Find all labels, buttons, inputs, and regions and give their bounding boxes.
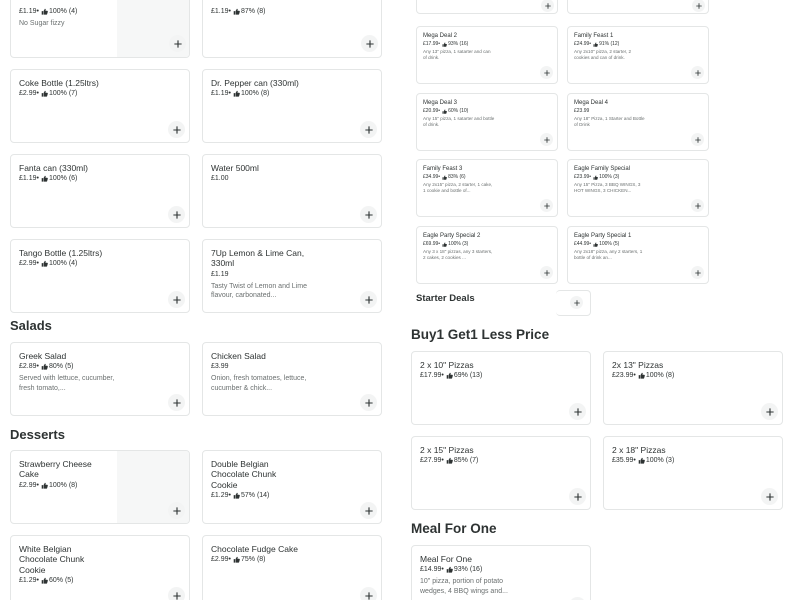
item-price: £69.99 — [423, 241, 439, 248]
item-price: £17.99 — [423, 41, 439, 48]
item-description: Any 15" Pizza, 3 BBQ WINGS, 3 HOT WINGS, 3 CHICKEN... — [574, 182, 641, 194]
deal-card[interactable] — [416, 0, 558, 14]
plus-icon — [173, 507, 181, 515]
thumb-up-icon — [638, 457, 645, 464]
plus-icon — [574, 493, 582, 501]
add-item-button[interactable] — [360, 206, 377, 223]
thumb-up-icon — [442, 42, 447, 47]
add-item-button[interactable] — [692, 0, 705, 12]
item-price: £2.99 — [211, 556, 229, 564]
item-name: 2 x 15" Pizzas — [420, 445, 474, 455]
item-rating: 85% (7) — [453, 457, 479, 465]
section-heading-salads: Salads — [10, 318, 52, 333]
thumb-up-icon — [446, 372, 453, 379]
item-name: Dr. Pepper can (330ml) — [211, 78, 299, 88]
menu-item-card[interactable]: 2 x 10" Pizzas £17.99 • 69% (13) — [411, 351, 591, 425]
item-name: Chicken Salad — [211, 351, 266, 361]
thumb-up-icon — [446, 457, 453, 464]
item-description: Any 2x18" pizza, any 2 starters, 1 bottle of drink an... — [574, 249, 643, 261]
item-rating: 100% (5) — [599, 241, 620, 248]
menu-item-card[interactable] — [202, 154, 382, 228]
plus-icon — [173, 126, 181, 134]
item-name: Eagle Family Special — [574, 166, 631, 172]
thumb-up-icon — [233, 492, 240, 499]
section-heading-meal-for-one: Meal For One — [411, 521, 497, 536]
plus-icon — [173, 399, 181, 407]
plus-icon — [174, 40, 182, 48]
add-item-button[interactable] — [761, 488, 778, 505]
item-name: Tango Bottle (1.25ltrs) — [19, 248, 103, 258]
item-price: £1.19 — [19, 8, 37, 15]
add-item-button[interactable] — [569, 403, 586, 420]
item-price: £44.99 — [574, 241, 590, 248]
menu-item-card[interactable]: Double Belgian Chocolate Chunk Cookie £1.29 • 57% (14) — [202, 450, 382, 524]
deal-card[interactable] — [567, 0, 709, 14]
deal-card[interactable]: Eagle Party Special 1 £44.99 • 100% (5) Any 2x18" pizza, any 2 starters, 1 bottle of drink an... — [567, 226, 709, 284]
menu-item-card[interactable]: 2 x 15" Pizzas £27.99 • 85% (7) — [411, 436, 591, 510]
add-item-button[interactable] — [168, 502, 185, 519]
section-heading-buy1get1: Buy1 Get1 Less Price — [411, 327, 550, 342]
add-item-button[interactable] — [168, 121, 185, 138]
item-rating: 69% (13) — [453, 372, 483, 380]
deal-card[interactable]: Family Feast 1 £24.99 • 91% (12) Any 2x10" pizza, 2 starter, 2 cookies and can of drink. — [567, 26, 709, 84]
menu-item-card[interactable]: Meal For One £14.99 • 93% (16) 10" pizza, portion of potato wedges, 4 BBQ wings and... — [411, 545, 591, 600]
plus-icon — [173, 592, 181, 600]
item-description: Any 2x15" pizza, 2 starter, 1 cake, 1 cookie and bottle of... — [423, 182, 493, 194]
section-heading-desserts: Desserts — [10, 427, 65, 442]
plus-icon — [766, 408, 774, 416]
plus-icon — [365, 296, 373, 304]
item-rating: 100% (3) — [448, 241, 469, 248]
item-price: £2.99 — [19, 90, 37, 98]
item-name: 2 x 10" Pizzas — [420, 360, 474, 370]
item-name: 7Up Lemon & Lime Can, 330ml — [211, 248, 305, 269]
add-item-button[interactable] — [360, 502, 377, 519]
add-item-button[interactable] — [570, 296, 583, 309]
item-description: Any 18" Pizza, 1 Starter and Bottle of Drink — [574, 116, 645, 128]
menu-item-card[interactable]: £1.19 • 100% (4) No Sugar fizzy — [10, 0, 190, 58]
thumb-up-icon — [442, 175, 447, 180]
add-item-button[interactable] — [360, 121, 377, 138]
thumb-up-icon — [41, 363, 48, 370]
plus-icon — [545, 3, 551, 9]
menu-item-card[interactable]: Tango Bottle (1.25ltrs) £2.99 • 100% (4) — [10, 239, 190, 313]
item-price: £2.89 — [19, 363, 37, 371]
plus-icon — [574, 408, 582, 416]
add-item-button[interactable] — [691, 266, 704, 279]
thumb-up-icon — [233, 90, 240, 97]
plus-icon — [696, 3, 702, 9]
item-rating: 60% (10) — [448, 108, 469, 115]
item-price: £23.99 — [612, 372, 634, 380]
deal-card[interactable]: Mega Deal 2 £17.99 • 93% (16) Any 13" pizza, 1 satarter and can of drink. — [416, 26, 558, 84]
plus-icon — [544, 70, 550, 76]
deal-card[interactable]: Family Feast 3 £34.99 • 83% (6) Any 2x15" pizza, 2 starter, 1 cake, 1 cookie and bottle of... — [416, 159, 558, 217]
thumb-up-icon — [233, 556, 240, 563]
item-rating: 57% (14) — [240, 492, 270, 500]
thumb-up-icon — [638, 372, 645, 379]
add-item-button[interactable] — [168, 394, 185, 411]
deal-card[interactable] — [567, 93, 709, 151]
plus-icon — [695, 203, 701, 209]
menu-item-card[interactable]: Dr. Pepper can (330ml) £1.19 • 100% (8) — [202, 69, 382, 143]
add-item-button[interactable] — [168, 206, 185, 223]
item-price: £35.99 — [612, 457, 634, 465]
item-price: £2.99 — [19, 481, 37, 489]
item-rating: 83% (6) — [448, 174, 466, 181]
item-rating: 91% (12) — [599, 41, 620, 48]
item-price: £1.29 — [211, 492, 229, 500]
item-description: No Sugar fizzy — [19, 20, 65, 27]
item-description: 10" pizza, portion of potato wedges, 4 BBQ wings and... — [420, 578, 508, 595]
item-name: White Belgian Chocolate Chunk Cookie — [19, 544, 85, 575]
thumb-up-icon — [446, 566, 453, 573]
item-price: £20.99 — [423, 108, 439, 115]
item-price: £23.99 — [574, 108, 590, 115]
plus-icon — [365, 592, 373, 600]
add-item-button[interactable] — [360, 587, 377, 600]
item-name: Double Belgian Chocolate Chunk Cookie — [211, 459, 277, 490]
add-item-button[interactable] — [761, 403, 778, 420]
thumb-up-icon — [593, 242, 598, 247]
section-heading-starter-deals: Starter Deals — [416, 293, 475, 304]
item-rating: 93% (16) — [453, 566, 483, 574]
plus-icon — [366, 40, 374, 48]
thumb-up-icon — [442, 242, 447, 247]
add-item-button[interactable] — [691, 66, 704, 79]
item-description: Served with lettuce, cucumber, fresh tomato,... — [19, 375, 115, 392]
item-description: Any 15" pizza, 1 satarter and bottle of drink. — [423, 116, 495, 128]
item-name: Mega Deal 2 — [423, 33, 458, 39]
item-name: Strawberry Cheese Cake — [19, 459, 92, 480]
item-description: Any 13" pizza, 1 satarter and can of drink. — [423, 49, 491, 61]
plus-icon — [695, 137, 701, 143]
menu-item-card[interactable]: 2 x 18" Pizzas £35.99 • 100% (3) — [603, 436, 783, 510]
item-rating: 100% (8) — [48, 481, 78, 489]
item-name: Meal For One — [420, 554, 472, 564]
add-item-button[interactable] — [168, 291, 185, 308]
add-item-button[interactable] — [168, 587, 185, 600]
item-price: £1.19 — [211, 270, 229, 278]
deal-card[interactable] — [556, 290, 591, 316]
item-price: £1.19 — [19, 175, 37, 183]
item-rating: 75% (8) — [240, 556, 266, 564]
thumb-up-icon — [41, 260, 48, 267]
plus-icon — [695, 70, 701, 76]
item-description: Any 2x10" pizza, 2 starter, 2 cookies and can of drink. — [574, 49, 632, 61]
thumb-up-icon — [593, 42, 598, 47]
item-price: £14.99 — [420, 566, 442, 574]
item-name: Family Feast 1 — [574, 33, 614, 39]
menu-item-card[interactable]: Fanta can (330ml) £1.19 • 100% (6) — [10, 154, 190, 228]
thumb-up-icon — [41, 175, 48, 182]
plus-icon — [173, 296, 181, 304]
item-price: £2.99 — [19, 260, 37, 268]
thumb-up-icon — [41, 8, 48, 15]
plus-icon — [365, 126, 373, 134]
item-rating: 100% (3) — [599, 174, 620, 181]
item-price: £23.99 — [574, 174, 590, 181]
menu-item-card[interactable]: Chocolate Fudge Cake £2.99 • 75% (8) — [202, 535, 382, 600]
item-rating: 100% (4) — [48, 8, 78, 15]
add-item-button[interactable] — [541, 0, 554, 12]
item-rating: 100% (4) — [48, 260, 78, 268]
item-rating: 100% (7) — [48, 90, 78, 98]
item-rating: 93% (16) — [448, 41, 469, 48]
add-item-button[interactable] — [691, 199, 704, 212]
deal-card[interactable]: Mega Deal 3 £20.99 • 60% (10) Any 15" pizza, 1 satarter and bottle of drink. — [416, 93, 558, 151]
item-rating: 100% (8) — [240, 90, 270, 98]
item-name: Eagle Party Special 2 — [423, 233, 481, 239]
thumb-up-icon — [233, 8, 240, 15]
deal-card[interactable]: Eagle Family Special £23.99 • 100% (3) Any 15" Pizza, 3 BBQ WINGS, 3 HOT WINGS, 3 CHICKEN... — [567, 159, 709, 217]
plus-icon — [173, 211, 181, 219]
item-rating: 60% (5) — [48, 577, 74, 585]
item-name: Mega Deal 3 — [423, 100, 458, 106]
plus-icon — [365, 211, 373, 219]
item-name: 2 x 18" Pizzas — [612, 445, 666, 455]
item-rating: 100% (3) — [645, 457, 675, 465]
plus-icon — [695, 270, 701, 276]
item-name: Fanta can (330ml) — [19, 163, 88, 173]
item-price: £3.99 — [211, 363, 229, 371]
thumb-up-icon — [41, 482, 48, 489]
plus-icon — [365, 399, 373, 407]
deal-card[interactable]: Eagle Party Special 2 £69.99 • 100% (3) Any 3 x 18" pizzas, any 3 starters, 2 cakes, 2 cookies ... — [416, 226, 558, 284]
item-price: £1.19 — [211, 8, 229, 15]
add-item-button[interactable] — [569, 488, 586, 505]
item-price: £1.19 — [211, 90, 229, 98]
item-name: Chocolate Fudge Cake — [211, 544, 298, 554]
menu-item-card[interactable] — [202, 239, 382, 313]
menu-item-card[interactable]: Greek Salad £2.89 • 80% (5) Served with lettuce, cucumber, fresh tomato,... — [10, 342, 190, 416]
menu-item-card[interactable]: £1.19 • 87% (8) — [202, 0, 382, 58]
menu-item-card[interactable]: Coke Bottle (1.25ltrs) £2.99 • 100% (7) — [10, 69, 190, 143]
plus-icon — [544, 137, 550, 143]
add-item-button[interactable] — [540, 66, 553, 79]
item-description: Onion, fresh tomatoes, lettuce, cucumber & chick... — [211, 375, 307, 392]
add-item-button[interactable] — [540, 199, 553, 212]
plus-icon — [365, 507, 373, 515]
menu-item-card[interactable] — [202, 342, 382, 416]
item-price: £1.00 — [211, 175, 229, 183]
thumb-up-icon — [593, 175, 598, 180]
item-name: Coke Bottle (1.25ltrs) — [19, 78, 99, 88]
add-item-button[interactable] — [540, 133, 553, 146]
add-item-button[interactable] — [361, 35, 378, 52]
item-description: Any 3 x 18" pizzas, any 3 starters, 2 cakes, 2 cookies ... — [423, 249, 493, 261]
thumb-up-icon — [41, 577, 48, 584]
menu-item-card[interactable]: 2x 13" Pizzas £23.99 • 100% (8) — [603, 351, 783, 425]
item-name: Mega Deal 4 — [574, 100, 609, 106]
menu-item-card[interactable]: Strawberry Cheese Cake £2.99 • 100% (8) — [10, 450, 190, 524]
item-price: £34.99 — [423, 174, 439, 181]
add-item-button[interactable] — [360, 291, 377, 308]
item-rating: 100% (8) — [645, 372, 675, 380]
item-name: Water 500ml — [211, 163, 259, 173]
item-price: £27.99 — [420, 457, 442, 465]
item-description: Tasty Twist of Lemon and Lime flavour, carbonated... — [211, 282, 307, 300]
add-item-button[interactable] — [360, 394, 377, 411]
add-item-button[interactable] — [169, 35, 186, 52]
menu-item-card[interactable]: White Belgian Chocolate Chunk Cookie £1.29 • 60% (5) — [10, 535, 190, 600]
item-price: £1.29 — [19, 577, 37, 585]
plus-icon — [544, 270, 550, 276]
item-name: Greek Salad — [19, 351, 67, 361]
item-rating: 80% (5) — [48, 363, 74, 371]
thumb-up-icon — [442, 109, 447, 114]
plus-icon — [574, 300, 580, 306]
item-rating: 87% (8) — [240, 8, 266, 15]
item-price: £24.99 — [574, 41, 590, 48]
item-rating: 100% (6) — [48, 175, 78, 183]
item-name: 2x 13" Pizzas — [612, 360, 664, 370]
plus-icon — [544, 203, 550, 209]
thumb-up-icon — [41, 90, 48, 97]
item-name: Eagle Party Special 1 — [574, 233, 632, 239]
item-name: Family Feast 3 — [423, 166, 463, 172]
add-item-button[interactable] — [691, 133, 704, 146]
plus-icon — [766, 493, 774, 501]
add-item-button[interactable] — [540, 266, 553, 279]
item-price: £17.99 — [420, 372, 442, 380]
